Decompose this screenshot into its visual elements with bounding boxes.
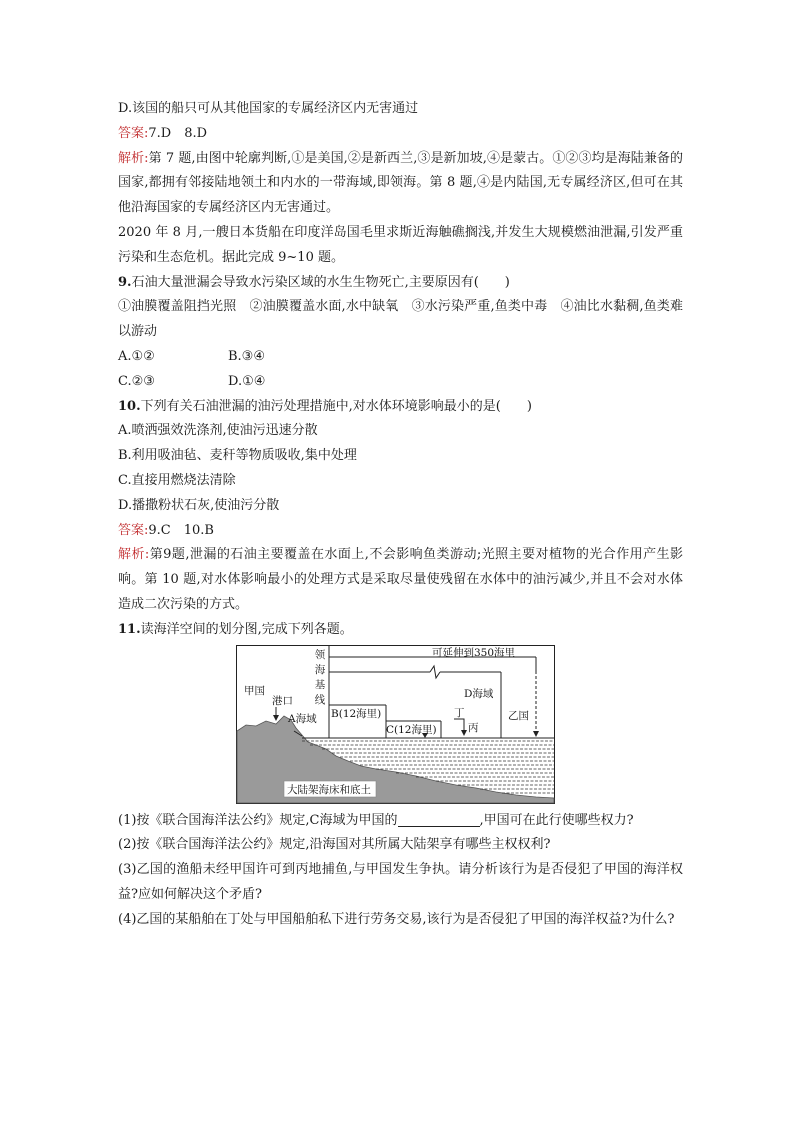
analysis-label: 解析: (118, 547, 150, 563)
ding-label: 丁 (454, 706, 465, 719)
answer-label: 答案: (118, 522, 149, 538)
document-page (118, 97, 683, 933)
question-9-options-row-2 (118, 370, 683, 395)
q11-sub1-text-a: (1)按《联合国海洋法公约》规定,C海域为甲国的 (118, 812, 398, 828)
shelf-label: 大陆架海床和底土 (287, 783, 371, 796)
c-zone-label: C(12海里) (386, 723, 437, 736)
option-a[interactable]: A.喷洒强效洗涤剂,使油污迅速分散 (118, 423, 318, 439)
answer-text: 7.D 8.D (148, 125, 208, 141)
passage-9-10: 2020 年 8 月,一艘日本货船在印度洋岛国毛里求斯近海触礁搁浅,并发生大规模燃油泄漏,引发严重污染和生态危机。据此完成 9~10 题。 (118, 224, 683, 265)
question-text: 读海洋空间的划分图,完成下列各题。 (140, 621, 353, 637)
option-c[interactable]: C.②③ (118, 373, 155, 389)
analysis-text: 第9题,泄漏的石油主要覆盖在水面上,不会影响鱼类游动;光照主要对植物的光合作用产生影响。第 10 题,对水体影响最小的处理方式是采取尽量使残留在水体中的油污减少,并且不会对水体造成二次污染的方式。 (118, 547, 683, 612)
answer-label: 答案: (118, 125, 149, 141)
country-yi-label: 乙国 (508, 709, 529, 722)
question-9-stem (118, 271, 683, 296)
answer-text: 9.C 10.B (148, 522, 214, 538)
baseline-label: 领海基线 (314, 648, 326, 706)
answer-9-10 (118, 519, 683, 544)
d-sea-label: D海域 (464, 687, 494, 700)
question-9-options-row-1 (118, 345, 683, 370)
question-text: 下列有关石油泄漏的油污处理措施中,对水体环境影响最小的是( ) (140, 398, 532, 414)
answer-blank[interactable] (398, 812, 480, 827)
question-10-stem (118, 395, 683, 420)
analysis-label: 解析: (118, 150, 149, 166)
option-a[interactable]: A.①② (118, 348, 155, 364)
country-jia-label: 甲国 (244, 684, 265, 697)
question-number: 11. (118, 621, 141, 637)
question-text: 石油大量泄漏会导致水污染区域的水生生物死亡,主要原因有( ) (131, 274, 510, 290)
b-zone-label: B(12海里) (331, 707, 382, 720)
question-11-stem (118, 618, 683, 643)
option-c[interactable]: C.直接用燃烧法清除 (118, 472, 236, 488)
answer-7-8 (118, 122, 683, 147)
analysis-9-10 (118, 543, 683, 617)
option-d[interactable]: D.播撒粉状石灰,使油污分散 (118, 497, 280, 513)
option-b[interactable]: B.利用吸油毡、麦秆等物质吸收,集中处理 (118, 448, 357, 464)
bing-label: 丙 (468, 721, 479, 734)
analysis-text: 第 7 题,由图中轮廓判断,①是美国,②是新西兰,③是新加坡,④是蒙古。①②③均是海陆兼备的国家,都拥有邻接陆地领土和内水的一带海域,即领海。第 8 题,④是内陆国,无专属经济区,但可在其他沿海国家的专属经济区内无害通过。 (118, 150, 683, 216)
question-number: 10. (118, 398, 141, 414)
option-b[interactable]: B.③④ (228, 348, 265, 364)
q11-sub2: (2)按《联合国海洋法公约》规定,沿海国对其所属大陆架享有哪些主权权利? (118, 837, 551, 853)
q11-sub4: (4)乙国的某船舶在丁处与甲国船舶私下进行劳务交易,该行为是否侵犯了甲国的海洋权益?为什么? (118, 911, 675, 927)
q11-sub1 (118, 809, 683, 834)
sea-a-label: A海域 (288, 712, 317, 725)
analysis-7-8 (118, 147, 683, 221)
question-number: 9. (118, 274, 132, 290)
port-label: 港口 (272, 694, 293, 707)
question-9-statements: ①油膜覆盖阻挡光照 ②油膜覆盖水面,水中缺氧 ③水污染严重,鱼类中毒 ④油比水黏稠,鱼类难以游动 (118, 299, 683, 340)
option-d[interactable]: D.①④ (228, 373, 266, 389)
q11-sub3: (3)乙国的渔船未经甲国许可到丙地捕鱼,与甲国发生争执。请分析该行为是否侵犯了甲国的海洋权益?应如何解决这个矛盾? (118, 862, 683, 902)
ocean-division-diagram (236, 645, 560, 805)
extend-label: 可延伸到350海里 (432, 646, 516, 659)
option-d-q8: D.该国的船只可从其他国家的专属经济区内无害通过 (118, 101, 419, 116)
q11-sub1-text-b: ,甲国可在此行使哪些权力? (479, 812, 634, 828)
